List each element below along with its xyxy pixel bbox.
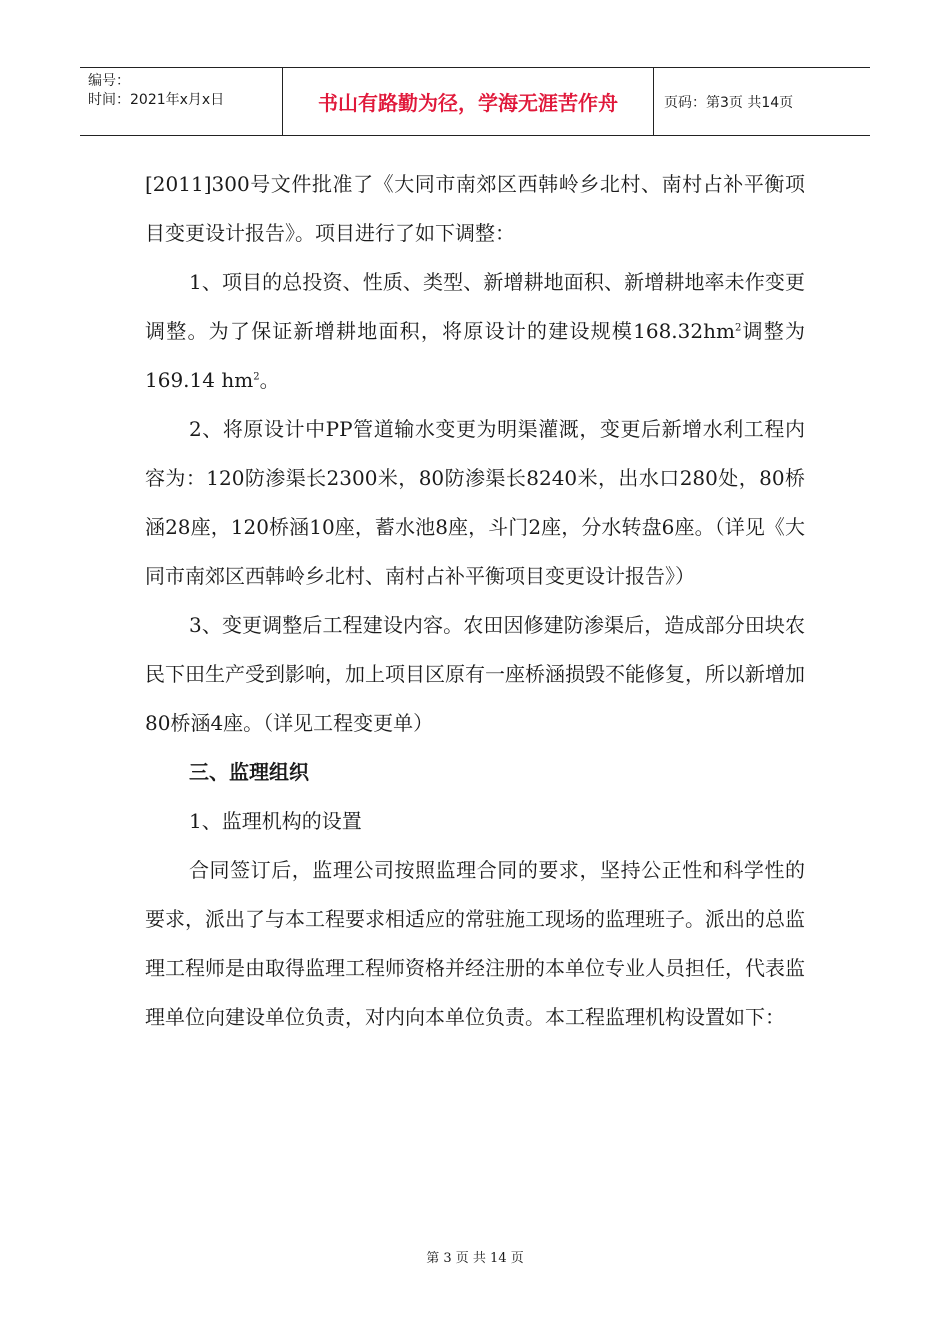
paragraph-approval: [2011]300号文件批准了《大同市南郊区西韩岭乡北村、南村占补平衡项目变更设计报告》。项目进行了如下调整：: [145, 172, 805, 245]
paragraph-adjustment-1: [145, 258, 805, 405]
document-time-label: 时间：2021年x月x日: [88, 92, 225, 108]
document-body: [145, 160, 805, 1042]
section-title: 三、监理组织: [189, 760, 309, 784]
paragraph-adjustment-3: 3、变更调整后工程建设内容。农田因修建防渗渠后，造成部分田块农民下田生产受到影响，加上项目区原有一座桥涵损毁不能修复，所以新增加80桥涵4座。（详见工程变更单）: [145, 613, 805, 735]
header-left: [80, 68, 282, 135]
paragraph-organization: 合同签订后，监理公司按照监理合同的要求，坚持公正性和科学性的要求，派出了与本工程要求相适应的常驻施工现场的监理班子。派出的总监理工程师是由取得监理工程师资格并经注册的本单位专业人员担任，代表监理单位向建设单位负责，对内向本单位负责。本工程监理机构设置如下：: [145, 858, 805, 1029]
adjustment-1-text-cont: 调整为169.14 hm: [145, 319, 806, 392]
paragraph-adjustment-2: 2、将原设计中PP管道输水变更为明渠灌溉，变更后新增水利工程内容为：120防渗渠长2300米，80防渗渠长8240米，出水口280处，80桥涵28座，120桥涵10座，蓄水池8座，斗门2座，分水转盘6座。（详见《大同市南郊区西韩岭乡北村、南村占补平衡项目变更设计报告》）: [145, 417, 805, 588]
superscript-2: 2: [734, 322, 742, 334]
header-page-info: 页码：第3页 共14页: [664, 94, 794, 111]
superscript-2: 2: [253, 371, 260, 383]
page-header: [80, 67, 870, 136]
subsection-title: 1、监理机构的设置: [189, 809, 362, 833]
page-footer: 第 3 页 共 14 页: [426, 1251, 524, 1266]
adjustment-1-text-end: 。: [259, 368, 280, 392]
header-motto: 书山有路勤为径，学海无涯苦作舟: [282, 68, 654, 135]
document-number-label: 编号：: [88, 73, 130, 89]
adjustment-1-text: 1、项目的总投资、性质、类型、新增耕地面积、新增耕地率未作变更调整。为了保证新增耕地面积，将原设计的建设规模168.32hm: [145, 270, 805, 343]
